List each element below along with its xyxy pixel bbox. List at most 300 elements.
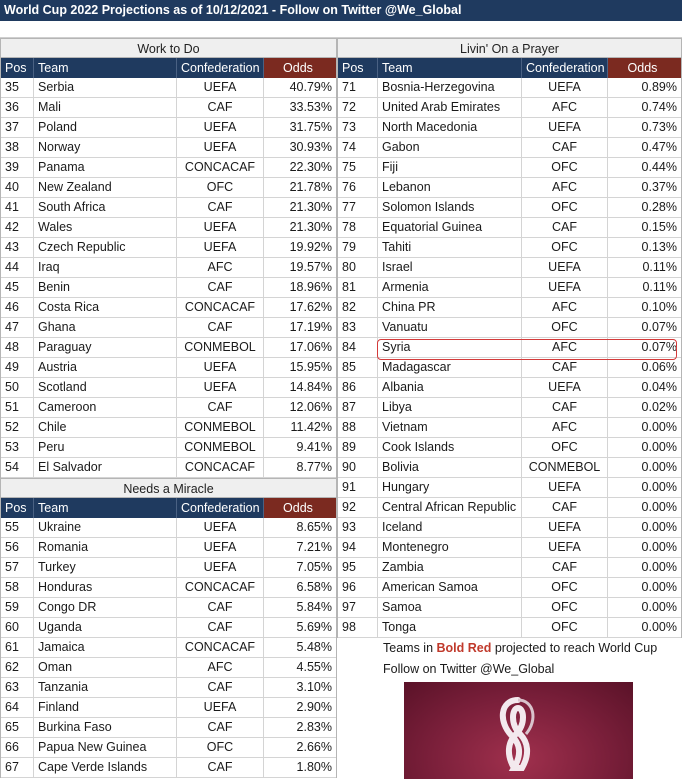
confederation-cell: CONCACAF xyxy=(177,458,264,477)
pos-cell: 39 xyxy=(1,158,34,177)
odds-cell: 0.00% xyxy=(641,620,677,634)
confederation-cell: CAF xyxy=(177,678,264,697)
team-cell: Cape Verde Islands xyxy=(34,758,177,777)
odds-cell: 0.89% xyxy=(641,80,677,94)
confederation-cell: CONMEBOL xyxy=(177,418,264,437)
team-cell: Fiji xyxy=(378,158,522,177)
confederation-cell: AFC xyxy=(522,418,608,437)
sheet-title: World Cup 2022 Projections as of 10/12/2021 - Follow on Twitter @We_Global xyxy=(0,0,682,21)
confederation-cell: UEFA xyxy=(177,358,264,377)
team-cell: Norway xyxy=(34,138,177,157)
table-row xyxy=(338,578,681,598)
team-cell: Congo DR xyxy=(34,598,177,617)
table-row xyxy=(1,538,336,558)
team-cell: Tahiti xyxy=(378,238,522,257)
table-row xyxy=(1,678,336,698)
team-cell: Oman xyxy=(34,658,177,677)
team-cell: Vanuatu xyxy=(378,318,522,337)
odds-cell: 0.00% xyxy=(641,480,677,494)
table-row xyxy=(1,218,336,238)
table-row xyxy=(1,738,336,758)
team-cell: Czech Republic xyxy=(34,238,177,257)
confederation-cell: AFC xyxy=(522,298,608,317)
legend-prefix: Teams in xyxy=(383,641,437,655)
pos-cell: 79 xyxy=(338,238,378,257)
odds-cell: 8.77% xyxy=(296,460,332,474)
odds-cell: 0.13% xyxy=(641,240,677,254)
odds-cell: 0.00% xyxy=(641,560,677,574)
pos-cell: 83 xyxy=(338,318,378,337)
confederation-cell: UEFA xyxy=(522,258,608,277)
pos-cell: 94 xyxy=(338,538,378,557)
pos-cell: 88 xyxy=(338,418,378,437)
section-title-work-to-do: Work to Do xyxy=(1,38,336,58)
col-header-team: Team xyxy=(34,498,177,518)
confederation-cell: UEFA xyxy=(177,558,264,577)
odds-cell: 30.93% xyxy=(289,140,332,154)
col-header-confederation: Confederation xyxy=(177,498,264,518)
odds-cell: 5.48% xyxy=(296,640,332,654)
confederation-cell: CAF xyxy=(177,318,264,337)
needs-a-miracle-panel xyxy=(0,478,337,778)
pos-cell: 46 xyxy=(1,298,34,317)
table-row xyxy=(338,158,681,178)
team-cell: Vietnam xyxy=(378,418,522,437)
odds-cell: 6.58% xyxy=(296,580,332,594)
pos-cell: 81 xyxy=(338,278,378,297)
odds-cell: 8.65% xyxy=(296,520,332,534)
team-cell: China PR xyxy=(378,298,522,317)
team-cell: North Macedonia xyxy=(378,118,522,137)
pos-cell: 49 xyxy=(1,358,34,377)
pos-cell: 98 xyxy=(338,618,378,637)
confederation-cell: UEFA xyxy=(177,138,264,157)
pos-cell: 61 xyxy=(1,638,34,657)
confederation-cell: OFC xyxy=(177,738,264,757)
odds-cell: 7.21% xyxy=(296,540,332,554)
pos-cell: 89 xyxy=(338,438,378,457)
table-header xyxy=(338,58,681,78)
pos-cell: 59 xyxy=(1,598,34,617)
pos-cell: 54 xyxy=(1,458,34,477)
pos-cell: 67 xyxy=(1,758,34,777)
table-row xyxy=(338,318,681,338)
table-row xyxy=(1,578,336,598)
table-row xyxy=(338,398,681,418)
table-row xyxy=(1,298,336,318)
table-row xyxy=(338,118,681,138)
table-row xyxy=(338,98,681,118)
table-row xyxy=(338,598,681,618)
odds-cell: 2.90% xyxy=(296,700,332,714)
odds-cell: 19.92% xyxy=(289,240,332,254)
team-cell: United Arab Emirates xyxy=(378,98,522,117)
odds-cell: 0.44% xyxy=(641,160,677,174)
confederation-cell: UEFA xyxy=(522,518,608,537)
team-cell: Israel xyxy=(378,258,522,277)
team-cell: Romania xyxy=(34,538,177,557)
team-cell: Poland xyxy=(34,118,177,137)
odds-cell: 0.07% xyxy=(641,320,677,334)
team-cell: Libya xyxy=(378,398,522,417)
table-row xyxy=(1,598,336,618)
section-title-livin-on-a-prayer: Livin' On a Prayer xyxy=(338,38,681,58)
pos-cell: 82 xyxy=(338,298,378,317)
table-row xyxy=(1,258,336,278)
table-row xyxy=(1,558,336,578)
follow-note: Follow on Twitter @We_Global xyxy=(383,662,555,676)
table-row xyxy=(338,518,681,538)
confederation-cell: AFC xyxy=(522,178,608,197)
pos-cell: 45 xyxy=(1,278,34,297)
odds-cell: 0.73% xyxy=(641,120,677,134)
table-row xyxy=(1,458,336,478)
pos-cell: 38 xyxy=(1,138,34,157)
table-row xyxy=(1,358,336,378)
confederation-cell: OFC xyxy=(522,158,608,177)
pos-cell: 87 xyxy=(338,398,378,417)
confederation-cell: CAF xyxy=(522,398,608,417)
team-cell: Iceland xyxy=(378,518,522,537)
confederation-cell: UEFA xyxy=(177,518,264,537)
odds-cell: 21.78% xyxy=(289,180,332,194)
confederation-cell: CONMEBOL xyxy=(177,438,264,457)
table-row xyxy=(338,278,681,298)
pos-cell: 97 xyxy=(338,598,378,617)
table-row xyxy=(338,438,681,458)
table-row xyxy=(1,138,336,158)
team-cell: Mali xyxy=(34,98,177,117)
pos-cell: 78 xyxy=(338,218,378,237)
table-row xyxy=(338,418,681,438)
table-row xyxy=(1,518,336,538)
confederation-cell: CAF xyxy=(177,198,264,217)
team-cell: Benin xyxy=(34,278,177,297)
pos-cell: 95 xyxy=(338,558,378,577)
table-row xyxy=(1,318,336,338)
confederation-cell: UEFA xyxy=(522,538,608,557)
odds-cell: 0.47% xyxy=(641,140,677,154)
rows-needs-a-miracle xyxy=(1,518,336,778)
team-cell: Peru xyxy=(34,438,177,457)
confederation-cell: OFC xyxy=(522,438,608,457)
confederation-cell: OFC xyxy=(522,198,608,217)
pos-cell: 60 xyxy=(1,618,34,637)
confederation-cell: CAF xyxy=(177,278,264,297)
trophy-emblem-icon xyxy=(488,696,548,779)
odds-cell: 0.00% xyxy=(641,460,677,474)
table-row xyxy=(1,158,336,178)
confederation-cell: OFC xyxy=(522,598,608,617)
odds-cell: 2.83% xyxy=(296,720,332,734)
pos-cell: 65 xyxy=(1,718,34,737)
table-row xyxy=(338,238,681,258)
team-cell: New Zealand xyxy=(34,178,177,197)
team-cell: Iraq xyxy=(34,258,177,277)
team-cell: Samoa xyxy=(378,598,522,617)
confederation-cell: UEFA xyxy=(522,278,608,297)
table-row xyxy=(1,178,336,198)
odds-cell: 4.55% xyxy=(296,660,332,674)
odds-cell: 17.19% xyxy=(289,320,332,334)
team-cell: South Africa xyxy=(34,198,177,217)
team-cell: Albania xyxy=(378,378,522,397)
odds-cell: 17.62% xyxy=(289,300,332,314)
odds-cell: 0.04% xyxy=(641,380,677,394)
col-header-confederation: Confederation xyxy=(522,58,608,78)
table-row xyxy=(338,138,681,158)
confederation-cell: OFC xyxy=(522,578,608,597)
pos-cell: 80 xyxy=(338,258,378,277)
confederation-cell: AFC xyxy=(522,338,608,357)
odds-cell: 7.05% xyxy=(296,560,332,574)
confederation-cell: OFC xyxy=(522,318,608,337)
table-row xyxy=(338,298,681,318)
odds-cell: 0.06% xyxy=(641,360,677,374)
col-header-confederation: Confederation xyxy=(177,58,264,78)
pos-cell: 90 xyxy=(338,458,378,477)
table-row xyxy=(1,338,336,358)
odds-cell: 0.15% xyxy=(641,220,677,234)
team-cell: Solomon Islands xyxy=(378,198,522,217)
team-cell: American Samoa xyxy=(378,578,522,597)
odds-cell: 9.41% xyxy=(296,440,332,454)
team-cell: Ghana xyxy=(34,318,177,337)
team-cell: Ukraine xyxy=(34,518,177,537)
confederation-cell: CONCACAF xyxy=(177,578,264,597)
team-cell: Syria xyxy=(378,338,522,357)
table-row xyxy=(338,498,681,518)
odds-cell: 11.42% xyxy=(290,420,332,434)
odds-cell: 5.69% xyxy=(296,620,332,634)
odds-cell: 18.96% xyxy=(289,280,332,294)
team-cell: Cook Islands xyxy=(378,438,522,457)
table-row xyxy=(1,658,336,678)
odds-cell: 0.11% xyxy=(642,260,677,274)
table-row xyxy=(338,258,681,278)
odds-cell: 19.57% xyxy=(289,260,332,274)
team-cell: Paraguay xyxy=(34,338,177,357)
odds-cell: 31.75% xyxy=(289,120,332,134)
team-cell: Cameroon xyxy=(34,398,177,417)
pos-cell: 86 xyxy=(338,378,378,397)
team-cell: Honduras xyxy=(34,578,177,597)
odds-cell: 17.06% xyxy=(289,340,332,354)
confederation-cell: UEFA xyxy=(522,478,608,497)
odds-cell: 15.95% xyxy=(289,360,332,374)
team-cell: Scotland xyxy=(34,378,177,397)
confederation-cell: CAF xyxy=(177,598,264,617)
team-cell: Central African Republic xyxy=(378,498,522,517)
table-row xyxy=(1,278,336,298)
team-cell: Jamaica xyxy=(34,638,177,657)
pos-cell: 36 xyxy=(1,98,34,117)
confederation-cell: CONMEBOL xyxy=(177,338,264,357)
pos-cell: 43 xyxy=(1,238,34,257)
odds-cell: 0.00% xyxy=(641,440,677,454)
table-row xyxy=(1,398,336,418)
table-row xyxy=(338,618,681,638)
pos-cell: 64 xyxy=(1,698,34,717)
confederation-cell: CAF xyxy=(522,558,608,577)
team-cell: Burkina Faso xyxy=(34,718,177,737)
table-row xyxy=(1,438,336,458)
table-row xyxy=(1,718,336,738)
table-row xyxy=(338,478,681,498)
team-cell: Montenegro xyxy=(378,538,522,557)
pos-cell: 66 xyxy=(1,738,34,757)
confederation-cell: OFC xyxy=(522,618,608,637)
pos-cell: 85 xyxy=(338,358,378,377)
confederation-cell: CAF xyxy=(177,718,264,737)
team-cell: Costa Rica xyxy=(34,298,177,317)
confederation-cell: UEFA xyxy=(177,218,264,237)
confederation-cell: UEFA xyxy=(177,238,264,257)
team-cell: Serbia xyxy=(34,78,177,97)
col-header-team: Team xyxy=(34,58,177,78)
odds-cell: 0.00% xyxy=(641,520,677,534)
table-row xyxy=(1,238,336,258)
pos-cell: 62 xyxy=(1,658,34,677)
team-cell: Finland xyxy=(34,698,177,717)
confederation-cell: OFC xyxy=(522,238,608,257)
confederation-cell: CAF xyxy=(522,138,608,157)
table-row xyxy=(338,218,681,238)
world-cup-logo-image xyxy=(404,682,633,779)
spacer-row xyxy=(0,21,682,38)
pos-cell: 72 xyxy=(338,98,378,117)
pos-cell: 63 xyxy=(1,678,34,697)
table-row xyxy=(1,78,336,98)
team-cell: Equatorial Guinea xyxy=(378,218,522,237)
table-row xyxy=(338,458,681,478)
pos-cell: 74 xyxy=(338,138,378,157)
pos-cell: 75 xyxy=(338,158,378,177)
odds-cell: 22.30% xyxy=(289,160,332,174)
col-header-odds: Odds xyxy=(264,498,336,518)
legend-suffix: projected to reach World Cup xyxy=(491,641,658,655)
table-row xyxy=(338,78,681,98)
table-row xyxy=(338,378,681,398)
confederation-cell: AFC xyxy=(177,658,264,677)
confederation-cell: UEFA xyxy=(522,378,608,397)
table-row xyxy=(338,198,681,218)
pos-cell: 51 xyxy=(1,398,34,417)
confederation-cell: UEFA xyxy=(522,78,608,97)
odds-cell: 0.11% xyxy=(642,280,677,294)
rows-livin-on-a-prayer xyxy=(338,78,681,638)
odds-cell: 0.00% xyxy=(641,420,677,434)
table-header xyxy=(1,58,336,78)
table-row xyxy=(1,618,336,638)
team-cell: Zambia xyxy=(378,558,522,577)
pos-cell: 52 xyxy=(1,418,34,437)
team-cell: Armenia xyxy=(378,278,522,297)
table-row xyxy=(338,178,681,198)
confederation-cell: CONCACAF xyxy=(177,638,264,657)
confederation-cell: UEFA xyxy=(177,378,264,397)
pos-cell: 84 xyxy=(338,338,378,357)
odds-cell: 0.74% xyxy=(641,100,677,114)
odds-cell: 21.30% xyxy=(289,200,332,214)
odds-cell: 0.02% xyxy=(641,400,677,414)
section-title-needs-a-miracle: Needs a Miracle xyxy=(1,478,336,498)
pos-cell: 93 xyxy=(338,518,378,537)
odds-cell: 21.30% xyxy=(289,220,332,234)
team-cell: Bosnia-Herzegovina xyxy=(378,78,522,97)
team-cell: Tonga xyxy=(378,618,522,637)
confederation-cell: UEFA xyxy=(177,118,264,137)
pos-cell: 55 xyxy=(1,518,34,537)
col-header-pos: Pos xyxy=(1,58,34,78)
team-cell: Lebanon xyxy=(378,178,522,197)
confederation-cell: CAF xyxy=(522,498,608,517)
pos-cell: 42 xyxy=(1,218,34,237)
pos-cell: 58 xyxy=(1,578,34,597)
confederation-cell: CONCACAF xyxy=(177,298,264,317)
odds-cell: 1.80% xyxy=(296,760,332,774)
odds-cell: 0.00% xyxy=(641,580,677,594)
pos-cell: 44 xyxy=(1,258,34,277)
team-cell: Madagascar xyxy=(378,358,522,377)
work-to-do-panel xyxy=(0,38,337,478)
pos-cell: 48 xyxy=(1,338,34,357)
odds-cell: 2.66% xyxy=(296,740,332,754)
pos-cell: 96 xyxy=(338,578,378,597)
col-header-odds: Odds xyxy=(608,58,681,78)
confederation-cell: UEFA xyxy=(177,698,264,717)
confederation-cell: CONMEBOL xyxy=(522,458,608,477)
confederation-cell: UEFA xyxy=(177,78,264,97)
team-cell: Austria xyxy=(34,358,177,377)
odds-cell: 3.10% xyxy=(296,680,332,694)
odds-cell: 12.06% xyxy=(289,400,332,414)
team-cell: Uganda xyxy=(34,618,177,637)
pos-cell: 91 xyxy=(338,478,378,497)
col-header-pos: Pos xyxy=(338,58,378,78)
team-cell: Chile xyxy=(34,418,177,437)
odds-cell: 0.10% xyxy=(641,300,677,314)
table-row xyxy=(1,118,336,138)
odds-cell: 14.84% xyxy=(289,380,332,394)
col-header-team: Team xyxy=(378,58,522,78)
odds-cell: 5.84% xyxy=(296,600,332,614)
odds-cell: 0.07% xyxy=(641,340,677,354)
confederation-cell: CAF xyxy=(177,398,264,417)
confederation-cell: CONCACAF xyxy=(177,158,264,177)
team-cell: Tanzania xyxy=(34,678,177,697)
confederation-cell: AFC xyxy=(522,98,608,117)
team-cell: Hungary xyxy=(378,478,522,497)
team-cell: Gabon xyxy=(378,138,522,157)
team-cell: Bolivia xyxy=(378,458,522,477)
confederation-cell: CAF xyxy=(522,218,608,237)
pos-cell: 73 xyxy=(338,118,378,137)
pos-cell: 71 xyxy=(338,78,378,97)
pos-cell: 35 xyxy=(1,78,34,97)
table-header xyxy=(1,498,336,518)
team-cell: Wales xyxy=(34,218,177,237)
pos-cell: 57 xyxy=(1,558,34,577)
team-cell: Panama xyxy=(34,158,177,177)
pos-cell: 92 xyxy=(338,498,378,517)
pos-cell: 41 xyxy=(1,198,34,217)
pos-cell: 37 xyxy=(1,118,34,137)
table-row xyxy=(1,638,336,658)
table-row xyxy=(1,698,336,718)
team-cell: Turkey xyxy=(34,558,177,577)
pos-cell: 56 xyxy=(1,538,34,557)
